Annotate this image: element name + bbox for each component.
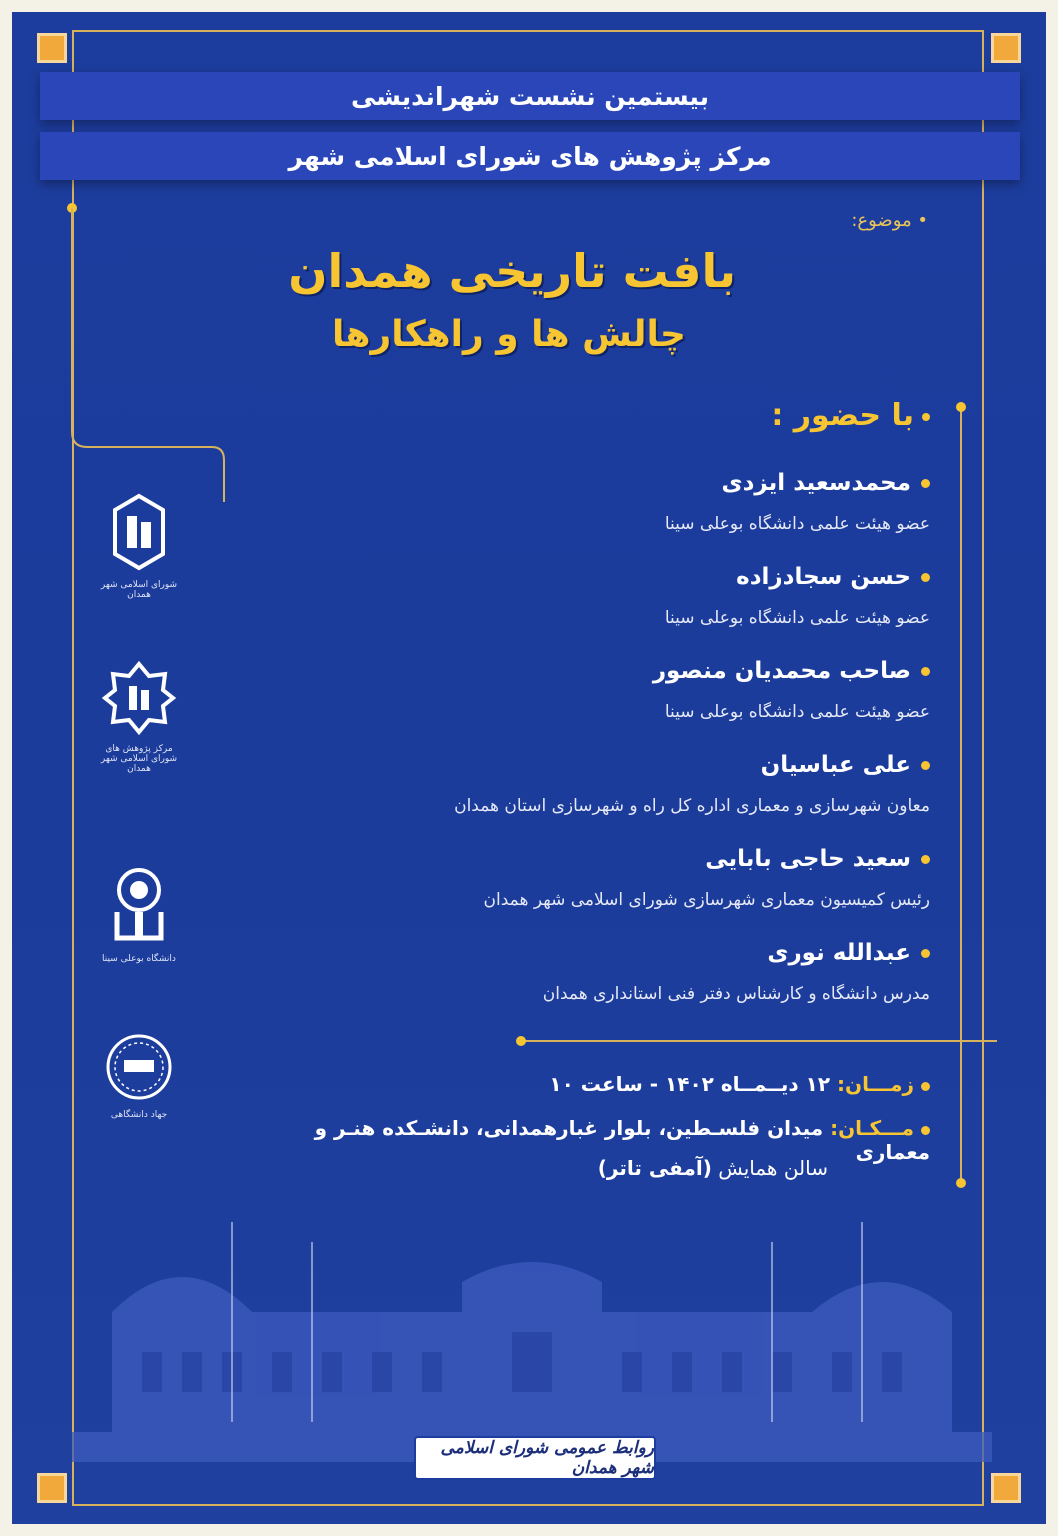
bullet-icon — [921, 949, 930, 958]
bullet-icon — [921, 667, 930, 676]
hall-name: (آمفی تاتر) — [597, 1156, 712, 1180]
left-decorative-line — [62, 202, 242, 502]
speaker-role: مدرس دانشگاه و کارشناس دفتر فنی استانداری همدان — [542, 984, 930, 1004]
logo-caption: مرکز پژوهش های شورای اسلامی شهر همدان — [100, 744, 178, 774]
place-label: مـــکـان: — [830, 1116, 915, 1140]
bu-ali-sina-university-logo-icon — [107, 862, 171, 946]
poster — [12, 12, 1046, 1524]
speaker-role: رئیس کمیسیون معماری شهرسازی شورای اسلامی شهر همدان — [483, 890, 930, 910]
header-line1: بیستمین نشست شهراندیشی — [351, 81, 709, 111]
line-dot-icon — [516, 1036, 526, 1046]
place-value: میدان فلسـطین، بلوار غبارهمدانی، دانشـکده هنـر و معماری — [314, 1116, 930, 1164]
hall-prefix: سالن همایش — [718, 1156, 828, 1180]
speaker-name: صاحب محمدیان منصور — [652, 658, 911, 684]
speaker-item — [290, 752, 930, 816]
corner-square-icon — [994, 36, 1018, 60]
event-place — [250, 1116, 930, 1164]
speaker-role: عضو هیئت علمی دانشگاه بوعلی سینا — [664, 702, 930, 722]
bullet-icon — [922, 413, 930, 421]
corner-square-icon — [40, 36, 64, 60]
speaker-role: عضو هیئت علمی دانشگاه بوعلی سینا — [664, 514, 930, 534]
right-vertical-line — [960, 410, 962, 1180]
speaker-name: عبدالله نوری — [767, 940, 911, 966]
bullet-icon — [921, 479, 930, 488]
historic-building-icon — [72, 1202, 992, 1462]
line-dot-icon — [956, 402, 966, 412]
speaker-role: معاون شهرسازی و معماری اداره کل راه و شهرسازی استان همدان — [454, 796, 930, 816]
horizontal-divider — [522, 1040, 997, 1042]
speaker-item — [290, 564, 930, 628]
event-time — [549, 1072, 930, 1096]
attendance-label: با حضور : — [771, 398, 914, 433]
bullet-icon — [921, 573, 930, 582]
event-subtitle: چالش ها و راهکارها — [331, 314, 686, 355]
speaker-item — [290, 940, 930, 1004]
time-value: ۱۲ دیــمــاه ۱۴۰۲ - ساعت ۱۰ — [549, 1072, 831, 1096]
corner-square-icon — [40, 1476, 64, 1500]
header-banner-2 — [40, 132, 1020, 180]
bullet-icon — [921, 1126, 930, 1135]
topic-label: • موضوع: — [851, 210, 928, 231]
time-label: زمـــان: — [837, 1072, 915, 1096]
event-hall — [598, 1156, 828, 1180]
event-title: بافت تاریخی همدان — [288, 244, 736, 298]
logo-block — [94, 660, 184, 774]
bullet-icon — [921, 761, 930, 770]
attendance-heading — [771, 398, 930, 433]
logo-block — [94, 1032, 184, 1120]
speaker-name: علی عباسیان — [760, 752, 911, 778]
header-banner-1 — [40, 72, 1020, 120]
bullet-icon — [921, 1082, 930, 1091]
speaker-item — [290, 658, 930, 722]
line-dot-icon — [956, 1178, 966, 1188]
footer-text: روابط عمومی شورای اسلامی شهر همدان — [440, 1438, 654, 1478]
logo-block — [94, 862, 184, 964]
speaker-role: عضو هیئت علمی دانشگاه بوعلی سینا — [664, 608, 930, 628]
logo-caption: جهاد دانشگاهی — [110, 1110, 168, 1120]
speaker-name: سعید حاجی بابایی — [705, 846, 911, 872]
speaker-item — [290, 846, 930, 910]
corner-square-icon — [994, 1476, 1018, 1500]
city-council-logo-icon — [109, 492, 169, 572]
speaker-name: محمدسعید ایزدی — [721, 470, 911, 496]
bullet-icon — [921, 855, 930, 864]
research-center-logo-icon — [101, 660, 177, 736]
logo-caption: شورای اسلامی شهر همدان — [100, 580, 178, 600]
footer-ribbon — [414, 1436, 656, 1480]
logo-caption: دانشگاه بوعلی سینا — [102, 954, 176, 964]
header-line2: مرکز پژوهش های شورای اسلامی شهر — [288, 141, 772, 171]
speaker-name: حسن سجادزاده — [736, 564, 911, 590]
logo-block — [94, 492, 184, 600]
speaker-item — [290, 470, 930, 534]
jahad-daneshgahi-logo-icon — [104, 1032, 174, 1102]
